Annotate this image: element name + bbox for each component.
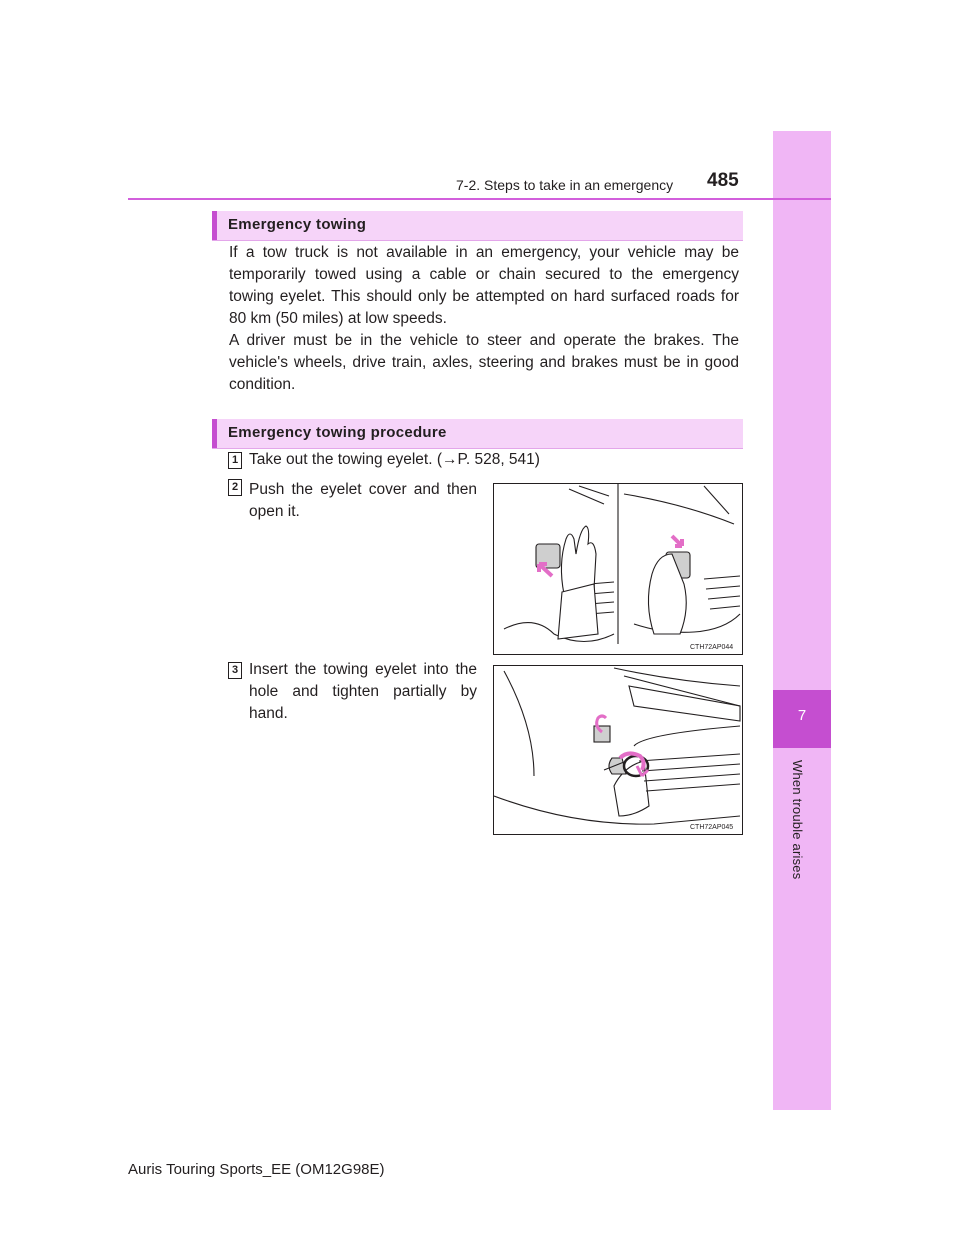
paragraph-towing-intro: If a tow truck is not available in an emergency, your vehicle may be temporarily towed using a cable or chain secured to the emergency towing eyelet. This should only be attempted on hard surfaced roads for 80 km (50 miles) at low speeds. <box>229 244 739 327</box>
header-divider <box>128 198 831 200</box>
section-heading-towing-procedure <box>212 419 743 449</box>
section-accent <box>212 211 217 240</box>
figure-code: CTH72AP044 <box>690 644 734 651</box>
page-number: 485 <box>707 170 739 191</box>
figure-code: CTH72AP045 <box>690 824 734 831</box>
step-text: Push the eyelet cover and then open it. <box>249 481 477 520</box>
document-footer: Auris Touring Sports_EE (OM12G98E) <box>128 1161 385 1178</box>
chapter-label: When trouble arises <box>790 760 805 880</box>
figure-towing-eyelet <box>493 665 743 835</box>
towing-eyelet-insert-illustration-icon <box>494 666 742 834</box>
section-title: Emergency towing procedure <box>228 424 447 441</box>
paragraph-driver-requirement: A driver must be in the vehicle to steer and operate the brakes. The vehicle's wheels, drive train, axles, steering and brakes must be in good condition. <box>229 332 739 393</box>
step-number-badge: 1 <box>228 452 242 469</box>
step-text: Insert the towing eyelet into the hole and tighten partially by hand. <box>249 661 477 722</box>
section-header-title: 7-2. Steps to take in an emergency <box>456 177 674 193</box>
step-text: Take out the towing eyelet. (→P. 528, 541) <box>249 451 540 468</box>
chapter-number: 7 <box>797 707 807 724</box>
section-title: Emergency towing <box>228 216 367 233</box>
section-heading-emergency-towing <box>212 211 743 241</box>
chapter-side-tab <box>773 131 831 1110</box>
step-number-badge: 2 <box>228 479 242 496</box>
section-accent <box>212 419 217 448</box>
eyelet-cover-push-illustration-icon <box>494 484 742 654</box>
figure-eyelet-cover <box>493 483 743 655</box>
step-number-badge: 3 <box>228 662 242 679</box>
